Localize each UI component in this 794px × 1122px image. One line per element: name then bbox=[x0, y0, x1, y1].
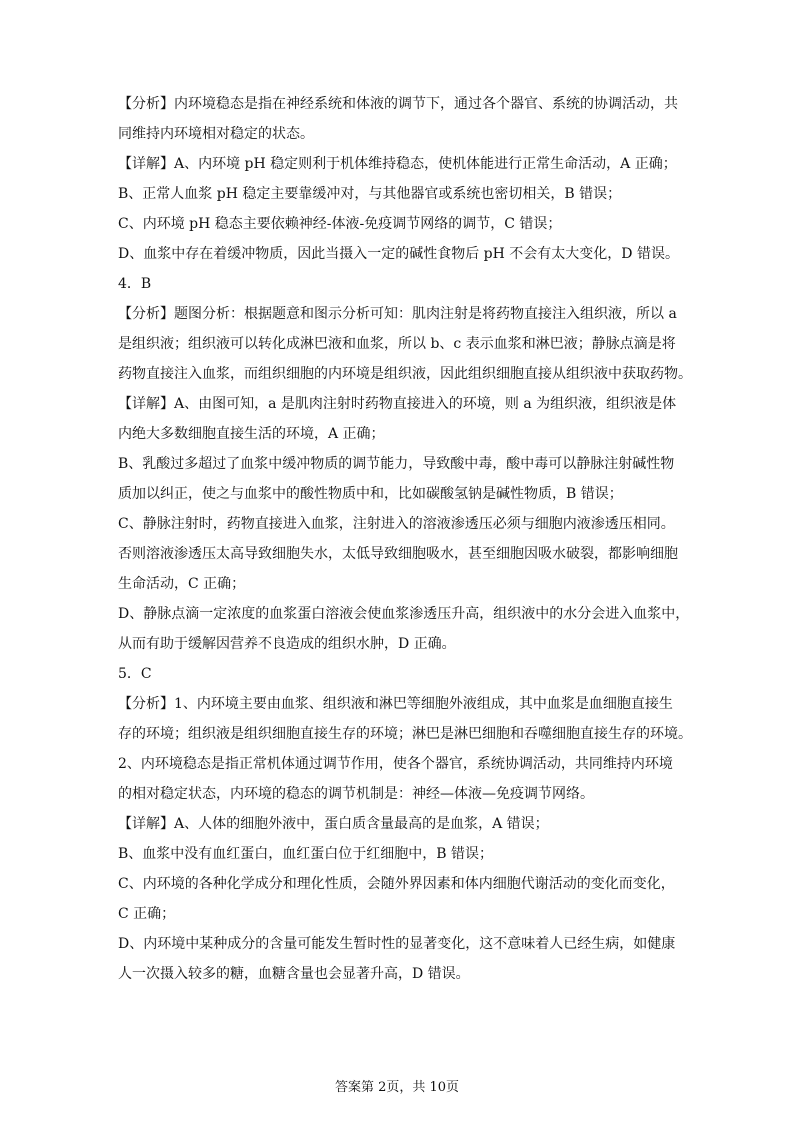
text-line: 从而有助于缓解因营养不良造成的组织水肿，D 正确。 bbox=[118, 636, 456, 652]
text-line: 【分析】题图分析：根据题意和图示分析可知：肌肉注射是将药物直接注入组织液，所以 a bbox=[118, 306, 677, 322]
text-line: B、正常人血浆 pH 稳定主要靠缓冲对，与其他器官或系统也密切相关，B 错误； bbox=[118, 186, 622, 202]
text-line: 【详解】A、由图可知，a 是肌肉注射时药物直接进入的环境，则 a 为组织液，组织液是体 bbox=[118, 396, 677, 412]
text-line: 【详解】A、人体的细胞外液中，蛋白质含量最高的是血浆，A 错误； bbox=[118, 816, 549, 832]
text-line: D、血浆中存在着缓冲物质，因此当摄入一定的碱性食物后 pH 不会有太大变化，D 错误。 bbox=[118, 246, 679, 262]
text-line: 人一次摄入较多的糖，血糖含量也会显著升高，D 错误。 bbox=[118, 966, 470, 982]
text-line: 是组织液；组织液可以转化成淋巴液和血浆，所以 b、c 表示血浆和淋巴液；静脉点滴是将 bbox=[118, 336, 676, 352]
text-line: B、血浆中没有血红蛋白，血红蛋白位于红细胞中，B 错误； bbox=[118, 846, 494, 862]
answer-text bbox=[118, 96, 692, 983]
text-line: 药物直接注入血浆，而组织细胞的内环境是组织液，因此组织细胞直接从组织液中获取药物。 bbox=[118, 366, 692, 382]
text-line: 存的环境；组织液是组织细胞直接生存的环境；淋巴是淋巴细胞和吞噬细胞直接生存的环境。 bbox=[118, 726, 692, 742]
text-line: 内绝大多数细胞直接生活的环境，A 正确； bbox=[118, 426, 385, 442]
question-number: 4．B bbox=[118, 276, 152, 292]
text-line: 否则溶液渗透压太高导致细胞失水，太低导致细胞吸水，甚至细胞因吸水破裂，都影响细胞 bbox=[118, 546, 678, 562]
text-line: 的相对稳定状态，内环境的稳态的调节机制是：神经—体液—免疫调节网络。 bbox=[118, 786, 594, 802]
text-line: 【分析】内环境稳态是指在神经系统和体液的调节下，通过各个器官、系统的协调活动，共 bbox=[118, 96, 678, 112]
text-line: C 正确； bbox=[118, 906, 176, 922]
text-line: 【详解】A、内环境 pH 稳定则利于机体维持稳态，使机体能进行正常生命活动，A 正确； bbox=[118, 156, 677, 172]
text-line: 质加以纠正，使之与血浆中的酸性物质中和，比如碳酸氢钠是碱性物质，B 错误； bbox=[118, 486, 623, 502]
text-line: C、内环境 pH 稳态主要依赖神经-体液-免疫调节网络的调节，C 错误； bbox=[118, 216, 562, 232]
text-line: D、内环境中某种成分的含量可能发生暂时性的显著变化，这不意味着人已经生病，如健康 bbox=[118, 936, 676, 952]
text-line: 生命活动，C 正确； bbox=[118, 576, 246, 592]
text-line: C、静脉注射时，药物直接进入血浆，注射进入的溶液渗透压必须与细胞内液渗透压相同。 bbox=[118, 516, 675, 532]
text-line: B、乳酸过多超过了血浆中缓冲物质的调节能力，导致酸中毒，酸中毒可以静脉注射碱性物 bbox=[118, 456, 675, 472]
text-line: 2、内环境稳态是指正常机体通过调节作用，使各个器官，系统协调活动，共同维持内环境 bbox=[118, 756, 673, 772]
text-line: C、内环境的各种化学成分和理化性质，会随外界因素和体内细胞代谢活动的变化而变化， bbox=[118, 876, 675, 892]
text-line: 同维持内环境相对稳定的状态。 bbox=[118, 126, 314, 142]
text-line: 【分析】1、内环境主要由血浆、组织液和淋巴等细胞外液组成，其中血浆是血细胞直接生 bbox=[118, 696, 673, 712]
text-line: D、静脉点滴一定浓度的血浆蛋白溶液会使血浆渗透压升高，组织液中的水分会进入血浆中， bbox=[118, 606, 690, 622]
question-number: 5．C bbox=[118, 666, 152, 682]
page-footer: 答案第 2页，共 10页 bbox=[334, 1080, 460, 1095]
